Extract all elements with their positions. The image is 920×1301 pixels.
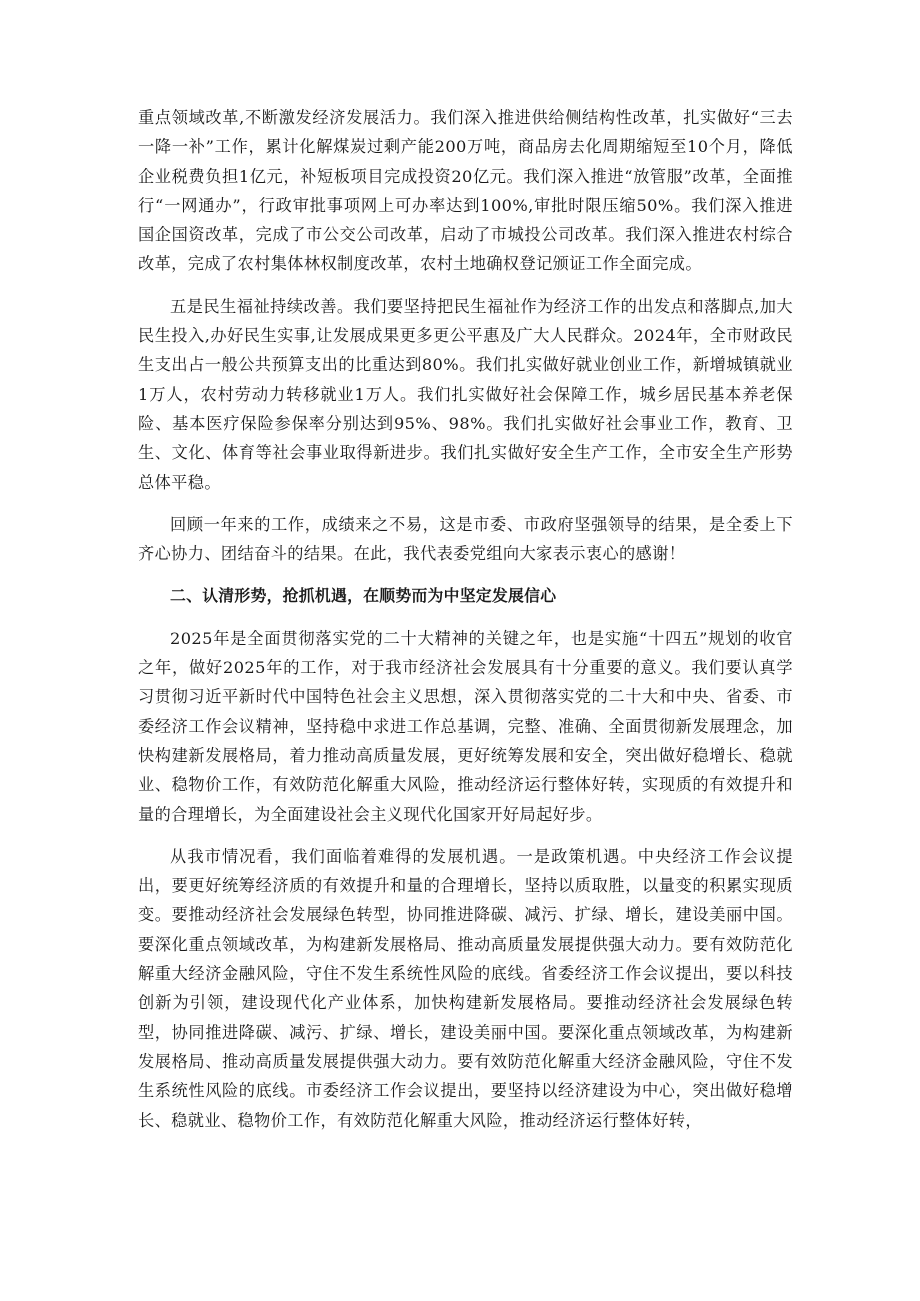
document-page <box>138 103 793 1148</box>
section-heading: 二、认清形势，抢抓机遇，在顺势而为中坚定发展信心 <box>170 586 557 606</box>
paragraph-review-thanks: 回顾一年来的工作，成绩来之不易，这是市委、市政府坚强领导的结果，是全委上下齐心协力、团结奋斗的结果。在此，我代表委党组向大家表示衷心的感谢！ <box>138 514 793 564</box>
paragraph-2025-outlook: 2025年是全面贯彻落实党的二十大精神的关键之年，也是实施“十四五”规划的收官之年，做好2025年的工作，对于我市经济社会发展具有十分重要的意义。我们要认真学习贯彻习近平新时代中国特色社会主义思想，深入贯彻落实党的二十大和中央、省委、市委经济工作会议精神，坚持稳中求进工作总基调，完整、准确、全面贯彻新发展理念，加快构建新发展格局，着力推动高质量发展，更好统筹发展和安全，突出做好稳增长、稳就业、稳物价工作，有效防范化解重大风险，推动经济运行整体好转，实现质的有效提升和量的合理增长，为全面建设社会主义现代化国家开好局起好步。 <box>138 628 793 824</box>
paragraph-reform-continued: 重点领域改革,不断激发经济发展活力。我们深入推进供给侧结构性改革，扎实做好“三去一降一补”工作，累计化解煤炭过剩产能200万吨，商品房去化周期缩短至10个月，降低企业税费负担1亿元，补短板项目完成投资20亿元。我们深入推进“放管服”改革，全面推行“一网通办”，行政审批事项网上可办率达到100%,审批时限压缩50%。我们深入推进国企国资改革，完成了市公交公司改革，启动了市城投公司改革。我们深入推进农村综合改革，完成了农村集体林权制度改革，农村土地确权登记颁证工作全面完成。 <box>138 108 793 274</box>
paragraph-livelihood: 五是民生福祉持续改善。我们要坚持把民生福祉作为经济工作的出发点和落脚点,加大民生投入,办好民生实事,让发展成果更多更公平惠及广大人民群众。2024年，全市财政民生支出占一般公共预算支出的比重达到80%。我们扎实做好就业创业工作，新增城镇就业1万人，农村劳动力转移就业1万人。我们扎实做好社会保障工作，城乡居民基本养老保险、基本医疗保险参保率分别达到95%、98%。我们扎实做好社会事业工作，教育、卫生、文化、体育等社会事业取得新进步。我们扎实做好安全生产工作，全市安全生产形势总体平稳。 <box>138 296 793 492</box>
paragraph-opportunities: 从我市情况看，我们面临着难得的发展机遇。一是政策机遇。中央经济工作会议提出，要更好统筹经济质的有效提升和量的合理增长，坚持以质取胜，以量变的积累实现质变。要推动经济社会发展绿色转型，协同推进降碳、减污、扩绿、增长，建设美丽中国。要深化重点领域改革，为构建新发展格局、推动高质量发展提供强大动力。要有效防范化解重大经济金融风险，守住不发生系统性风险的底线。省委经济工作会议提出，要以科技创新为引领，建设现代化产业体系，加快构建新发展格局。要推动经济社会发展绿色转型，协同推进降碳、减污、扩绿、增长，建设美丽中国。要深化重点领域改革，为构建新发展格局、推动高质量发展提供强大动力。要有效防范化解重大经济金融风险，守住不发生系统性风险的底线。市委经济工作会议提出，要坚持以经济建设为中心，突出做好稳增长、稳就业、稳物价工作，有效防范化解重大风险，推动经济运行整体好转， <box>138 846 793 1130</box>
